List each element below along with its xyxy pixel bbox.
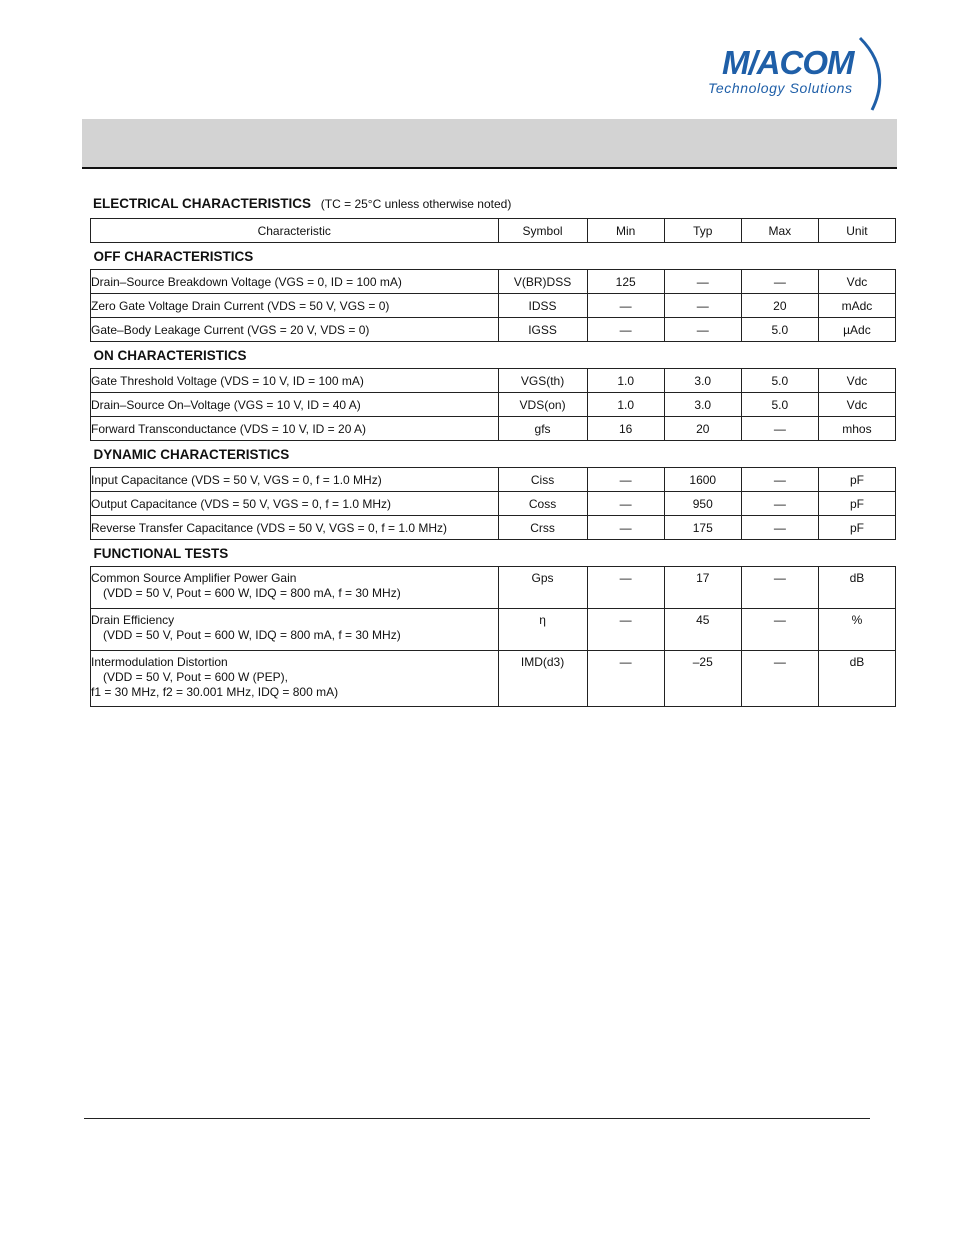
typ-cell: 175	[664, 516, 741, 540]
min-cell: 1.0	[587, 369, 664, 393]
max-cell: 5.0	[741, 393, 818, 417]
typ-cell: 20	[664, 417, 741, 441]
table-row	[91, 369, 896, 393]
unit-cell: pF	[818, 492, 895, 516]
group-title: DYNAMIC CHARACTERISTICS	[93, 446, 290, 462]
max-cell: —	[741, 609, 818, 651]
symbol-cell: IDSS	[498, 294, 587, 318]
characteristic-cell	[91, 651, 499, 707]
unit-cell: µAdc	[818, 318, 895, 342]
characteristic-text: Intermodulation Distortion	[91, 655, 228, 669]
group-header	[91, 540, 896, 567]
unit-cell: %	[818, 609, 895, 651]
logo-tagline: Technology Solutions	[708, 80, 853, 96]
section-title	[93, 196, 511, 211]
min-cell: 1.0	[587, 393, 664, 417]
table-row	[91, 393, 896, 417]
table-row	[91, 492, 896, 516]
unit-cell: mAdc	[818, 294, 895, 318]
symbol-cell: gfs	[498, 417, 587, 441]
min-cell: —	[587, 651, 664, 707]
symbol-cell: Gps	[498, 567, 587, 609]
table-row	[91, 270, 896, 294]
max-cell: —	[741, 417, 818, 441]
max-cell: —	[741, 492, 818, 516]
min-cell: —	[587, 318, 664, 342]
group-header	[91, 243, 896, 270]
symbol-cell: IGSS	[498, 318, 587, 342]
typ-cell: 3.0	[664, 393, 741, 417]
symbol-cell: Crss	[498, 516, 587, 540]
characteristic-cell: Forward Transconductance (VDS = 10 V, ID = 20 A)	[91, 417, 499, 441]
table-row	[91, 516, 896, 540]
characteristic-cell: Drain–Source On–Voltage (VGS = 10 V, ID = 40 A)	[91, 393, 499, 417]
group-header	[91, 342, 896, 369]
typ-cell: 950	[664, 492, 741, 516]
typ-cell: –25	[664, 651, 741, 707]
min-cell: 125	[587, 270, 664, 294]
symbol-cell: VGS(th)	[498, 369, 587, 393]
max-cell: —	[741, 468, 818, 492]
macom-logo	[700, 30, 890, 115]
symbol-cell: IMD(d3)	[498, 651, 587, 707]
table-header-row	[91, 219, 896, 243]
characteristic-cell	[91, 567, 499, 609]
symbol-cell: Coss	[498, 492, 587, 516]
typ-cell: 17	[664, 567, 741, 609]
max-cell: 5.0	[741, 369, 818, 393]
characteristic-cell: Reverse Transfer Capacitance (VDS = 50 V, VGS = 0, f = 1.0 MHz)	[91, 516, 499, 540]
max-cell: 20	[741, 294, 818, 318]
unit-cell: Vdc	[818, 393, 895, 417]
characteristic-text: Drain Efficiency	[91, 613, 175, 627]
group-title: FUNCTIONAL TESTS	[93, 545, 229, 561]
symbol-cell: η	[498, 609, 587, 651]
table-row	[91, 468, 896, 492]
characteristic-text: Common Source Amplifier Power Gain	[91, 571, 297, 585]
min-cell: —	[587, 492, 664, 516]
column-header-max: Max	[741, 219, 818, 243]
unit-cell: dB	[818, 567, 895, 609]
characteristic-cell	[91, 609, 499, 651]
min-cell: —	[587, 609, 664, 651]
unit-cell: mhos	[818, 417, 895, 441]
table-row	[91, 609, 896, 651]
symbol-cell: V(BR)DSS	[498, 270, 587, 294]
min-cell: —	[587, 567, 664, 609]
test-condition: (VDD = 50 V, Pout = 600 W (PEP),	[103, 670, 288, 684]
table-row	[91, 651, 896, 707]
characteristic-cell: Input Capacitance (VDS = 50 V, VGS = 0, f = 1.0 MHz)	[91, 468, 499, 492]
min-cell: —	[587, 294, 664, 318]
test-condition: (VDD = 50 V, Pout = 600 W, IDQ = 800 mA, f = 30 MHz)	[103, 628, 401, 642]
unit-cell: pF	[818, 516, 895, 540]
table-row	[91, 294, 896, 318]
unit-cell: Vdc	[818, 270, 895, 294]
max-cell: 5.0	[741, 318, 818, 342]
typ-cell: —	[664, 318, 741, 342]
max-cell: —	[741, 516, 818, 540]
test-condition: (VDD = 50 V, Pout = 600 W, IDQ = 800 mA, f = 30 MHz)	[103, 586, 401, 600]
group-header	[91, 441, 896, 468]
section-note: (TC = 25°C unless otherwise noted)	[320, 197, 512, 211]
characteristic-cell: Output Capacitance (VDS = 50 V, VGS = 0, f = 1.0 MHz)	[91, 492, 499, 516]
test-condition: f1 = 30 MHz, f2 = 30.001 MHz, IDQ = 800 mA)	[91, 685, 339, 699]
column-header-min: Min	[587, 219, 664, 243]
unit-cell: Vdc	[818, 369, 895, 393]
typ-cell: 3.0	[664, 369, 741, 393]
typ-cell: 1600	[664, 468, 741, 492]
typ-cell: 45	[664, 609, 741, 651]
table-row	[91, 318, 896, 342]
typ-cell: —	[664, 294, 741, 318]
column-header-unit: Unit	[818, 219, 895, 243]
table-row	[91, 567, 896, 609]
typ-cell: —	[664, 270, 741, 294]
characteristic-cell: Zero Gate Voltage Drain Current (VDS = 50 V, VGS = 0)	[91, 294, 499, 318]
header-band	[82, 119, 897, 169]
unit-cell: pF	[818, 468, 895, 492]
characteristic-cell: Drain–Source Breakdown Voltage (VGS = 0, ID = 100 mA)	[91, 270, 499, 294]
characteristic-cell: Gate–Body Leakage Current (VGS = 20 V, VDS = 0)	[91, 318, 499, 342]
group-title: OFF CHARACTERISTICS	[93, 248, 254, 264]
max-cell: —	[741, 567, 818, 609]
unit-cell: dB	[818, 651, 895, 707]
max-cell: —	[741, 651, 818, 707]
section-title-text: ELECTRICAL CHARACTERISTICS	[93, 196, 312, 211]
column-header-characteristic: Characteristic	[91, 219, 499, 243]
column-header-symbol: Symbol	[498, 219, 587, 243]
min-cell: —	[587, 516, 664, 540]
min-cell: —	[587, 468, 664, 492]
symbol-cell: VDS(on)	[498, 393, 587, 417]
table-row	[91, 417, 896, 441]
characteristic-cell: Gate Threshold Voltage (VDS = 10 V, ID = 100 mA)	[91, 369, 499, 393]
symbol-cell: Ciss	[498, 468, 587, 492]
column-header-typ: Typ	[664, 219, 741, 243]
footer-divider	[84, 1118, 870, 1119]
logo-wordmark: M/ACOM	[722, 44, 854, 81]
electrical-characteristics-table	[90, 218, 896, 707]
max-cell: —	[741, 270, 818, 294]
group-title: ON CHARACTERISTICS	[93, 347, 247, 363]
min-cell: 16	[587, 417, 664, 441]
